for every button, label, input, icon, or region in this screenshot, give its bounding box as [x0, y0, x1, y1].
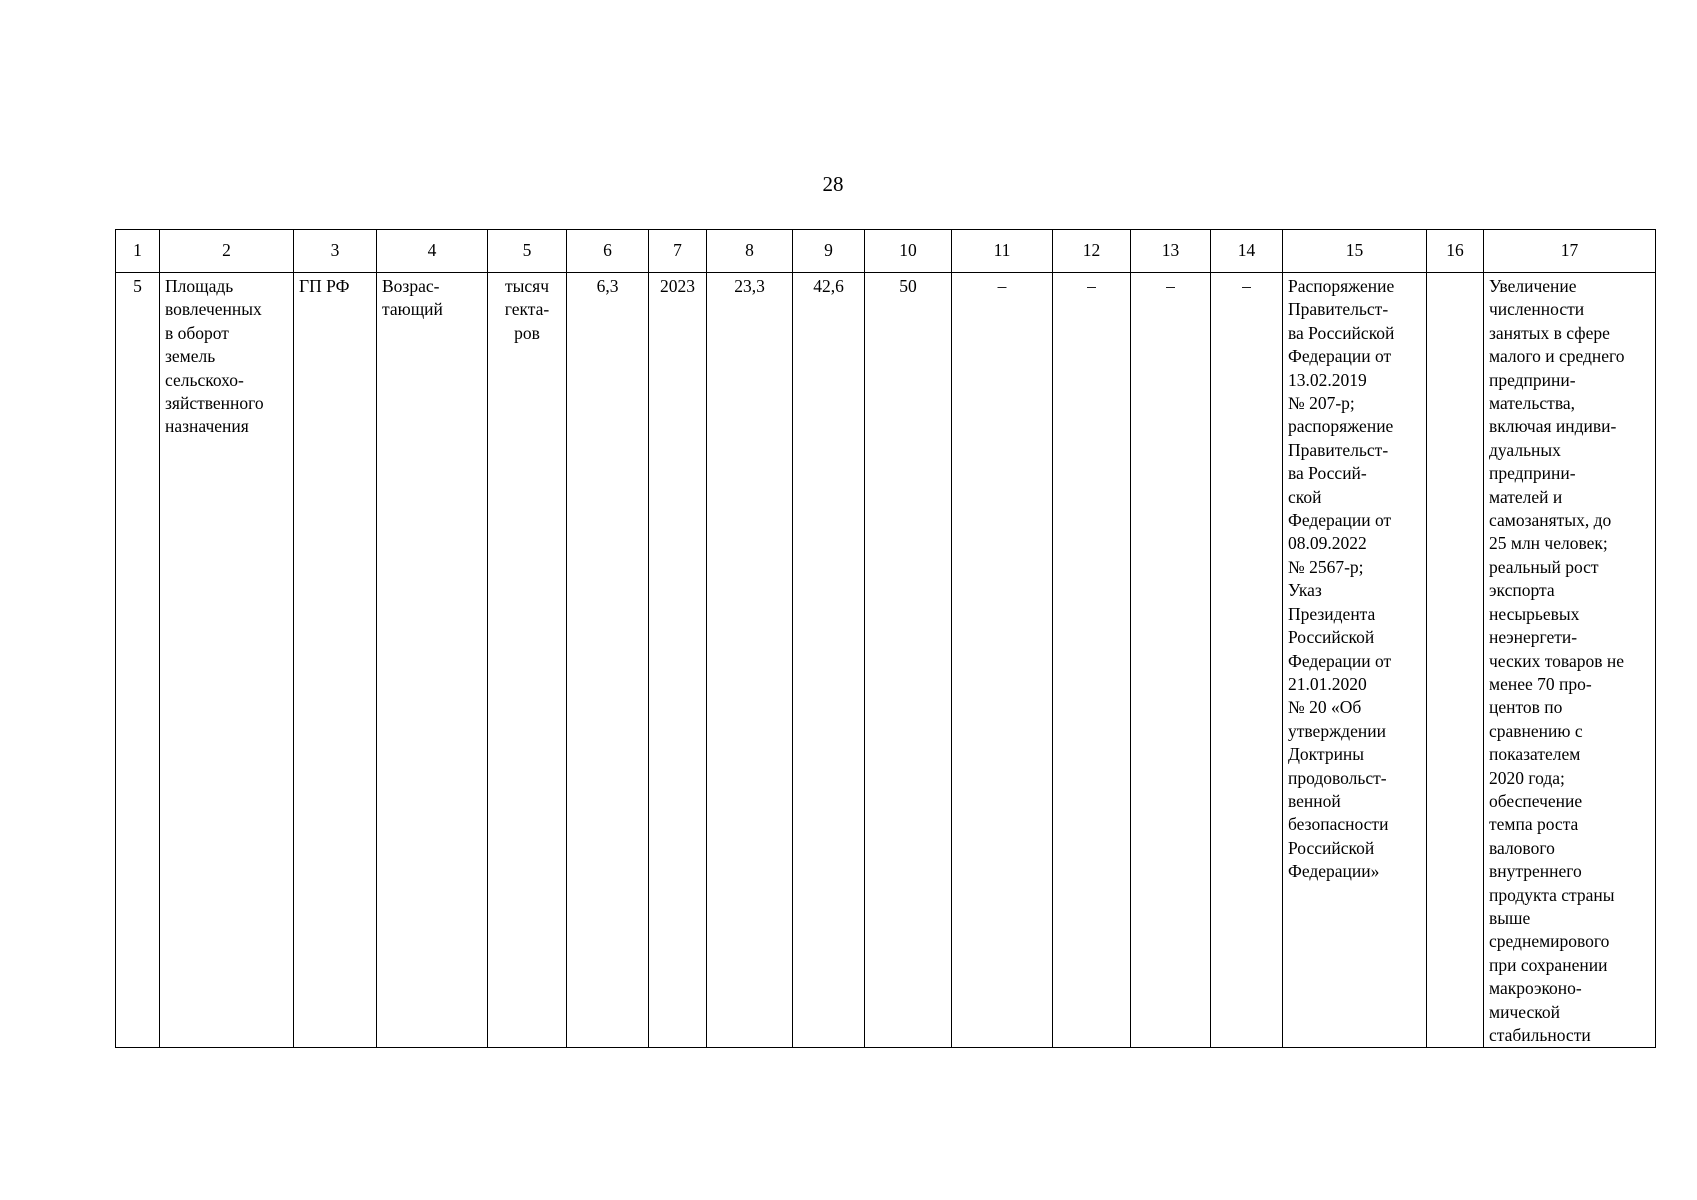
column-number: 2	[160, 230, 294, 273]
dynamics-cell: Возрас- тающий	[377, 273, 488, 1048]
row-number-cell: 5	[116, 273, 160, 1048]
column-number: 13	[1131, 230, 1211, 273]
column-number: 7	[649, 230, 707, 273]
value-cell: –	[952, 273, 1053, 1048]
column-number: 12	[1053, 230, 1131, 273]
column-number: 8	[707, 230, 793, 273]
base-year-cell: 2023	[649, 273, 707, 1048]
column-number: 3	[294, 230, 377, 273]
program-cell: ГП РФ	[294, 273, 377, 1048]
value-cell: –	[1131, 273, 1211, 1048]
column-number: 5	[488, 230, 567, 273]
value-cell: –	[1211, 273, 1283, 1048]
page-number: 28	[822, 172, 844, 196]
column-number: 15	[1283, 230, 1427, 273]
column-number-row	[116, 230, 1656, 273]
column-number: 14	[1211, 230, 1283, 273]
value-cell: 50	[865, 273, 952, 1048]
table-row	[116, 273, 1656, 1048]
column-number: 11	[952, 230, 1053, 273]
column-number: 17	[1484, 230, 1656, 273]
indicator-name-cell: Площадь вовлеченных в оборот земель сельскохо- зяйственного назначения	[160, 273, 294, 1048]
empty-cell	[1427, 273, 1484, 1048]
value-cell: 42,6	[793, 273, 865, 1048]
value-cell: –	[1053, 273, 1131, 1048]
column-number: 9	[793, 230, 865, 273]
column-number: 4	[377, 230, 488, 273]
column-number: 16	[1427, 230, 1484, 273]
column-number: 10	[865, 230, 952, 273]
value-cell: 23,3	[707, 273, 793, 1048]
indicator-table	[115, 229, 1656, 1048]
goals-cell: Увеличение численности занятых в сфере малого и среднего предприни- мательства, включая индиви- дуальных предприни- мателей и самозанятых, до 25 млн человек; реальный рост экспорта несырьевых неэнергети- ческих товаров не менее 70 про- центов по сравнению с показателем 2020 года; обеспечение темпа роста валового внутреннего продукта страны выше среднемирового при сохранении макроэконо- мической стабильности	[1484, 273, 1656, 1048]
column-number: 6	[567, 230, 649, 273]
base-value-cell: 6,3	[567, 273, 649, 1048]
column-number: 1	[116, 230, 160, 273]
unit-cell: тысяч гекта- ров	[488, 273, 567, 1048]
documents-cell: Распоряжение Правительст- ва Российской Федерации от 13.02.2019 № 207-р; распоряжение Правительст- ва Россий- ской Федерации от 08.09.2022 № 2567-р; Указ Президента Российской Федерации от 21.01.2020 № 20 «Об утверждении Доктрины продовольст- венной безопасности Российской Федерации»	[1283, 273, 1427, 1048]
